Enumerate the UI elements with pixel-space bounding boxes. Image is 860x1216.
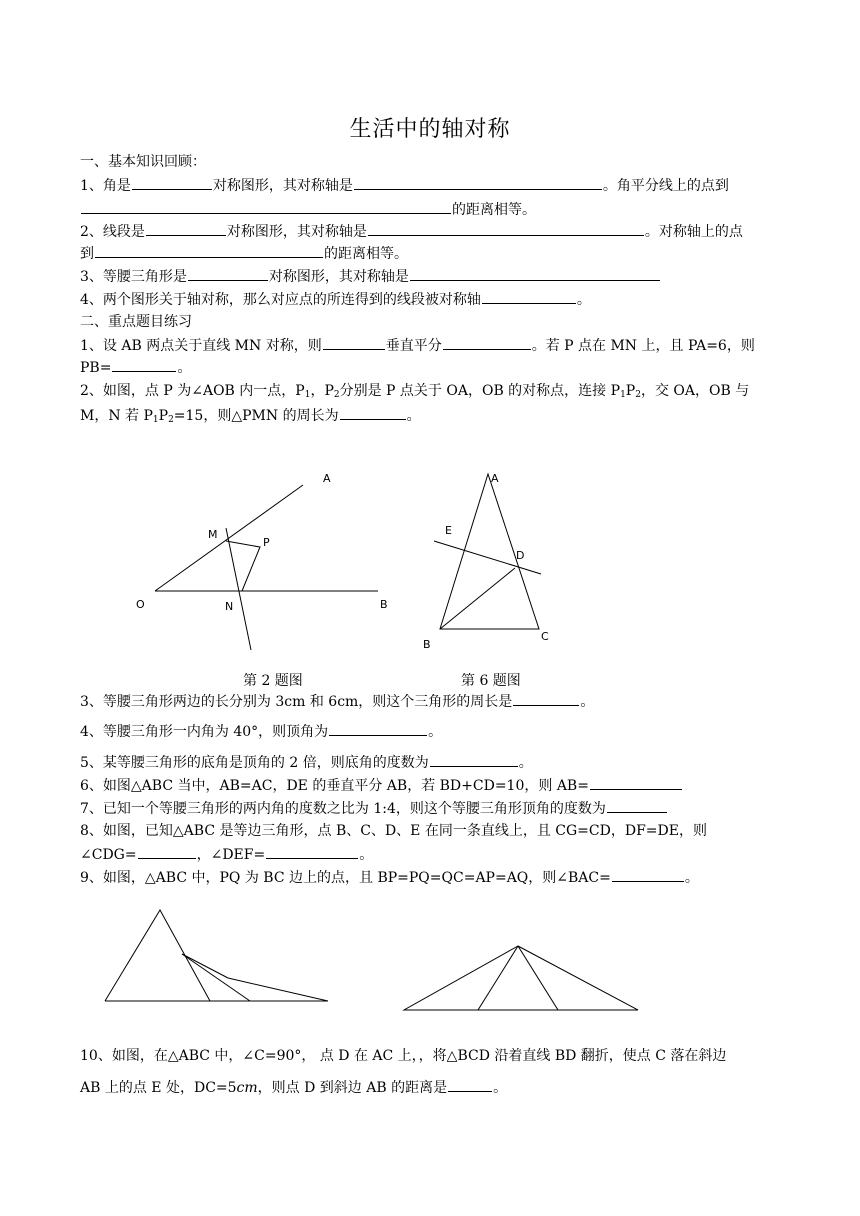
answer-blank[interactable] bbox=[323, 335, 385, 350]
label-a: A bbox=[491, 472, 499, 485]
figure-question-2 bbox=[120, 460, 410, 660]
practice-6: 6、如图△ABC 当中，AB=AC，DE 的垂直平分 AB，若 BD+CD=10，则 AB= bbox=[80, 775, 683, 796]
triangle-abc bbox=[404, 946, 638, 1010]
label-c: C bbox=[541, 630, 549, 643]
answer-blank[interactable] bbox=[81, 199, 451, 214]
segment-gf bbox=[182, 954, 228, 978]
answer-blank[interactable] bbox=[266, 844, 358, 859]
triangle-pmn bbox=[226, 541, 260, 591]
answer-blank[interactable] bbox=[95, 243, 323, 258]
segment-fe bbox=[228, 978, 328, 1001]
segment-gd bbox=[182, 954, 250, 1001]
label-p: P bbox=[263, 536, 270, 549]
question-1-line-2: 的距离相等。 bbox=[80, 199, 536, 220]
practice-9: 9、如图，△ABC 中，PQ 为 BC 边上的点，且 BP=PQ=QC=AP=AQ，则∠BAC= 。 bbox=[80, 867, 699, 888]
answer-blank[interactable] bbox=[138, 844, 196, 859]
answer-blank[interactable] bbox=[410, 266, 660, 281]
answer-blank[interactable] bbox=[607, 798, 667, 813]
answer-blank[interactable] bbox=[430, 752, 518, 767]
segment-ap bbox=[478, 946, 518, 1010]
triangle-abc bbox=[105, 910, 210, 1001]
caption-figure-2: 第 2 题图 bbox=[243, 673, 303, 689]
question-4: 4、两个图形关于轴对称，那么对应点的所连得到的线段被对称轴 。 bbox=[80, 289, 591, 310]
answer-blank[interactable] bbox=[188, 266, 268, 281]
practice-1-line-2: PB= 。 bbox=[80, 357, 191, 378]
section-heading-basics: 一、基本知识回顾： bbox=[80, 154, 206, 170]
label-d: D bbox=[516, 549, 525, 562]
answer-blank[interactable] bbox=[132, 175, 212, 190]
practice-4: 4、等腰三角形一内角为 40°，则顶角为 。 bbox=[80, 721, 442, 742]
practice-10-line-1: 10、如图，在△ABC 中，∠C=90°， 点 D 在 AC 上，，将△BCD 沿着直线 BD 翻折，使点 C 落在斜边 bbox=[80, 1048, 727, 1064]
practice-3: 3、等腰三角形两边的长分别为 3cm 和 6cm，则这个三角形的周长是 。 bbox=[80, 691, 594, 712]
figure-question-9 bbox=[400, 940, 645, 1014]
answer-blank[interactable] bbox=[612, 867, 684, 882]
answer-blank[interactable] bbox=[146, 221, 226, 236]
answer-blank[interactable] bbox=[448, 1077, 492, 1092]
answer-blank[interactable] bbox=[340, 405, 406, 420]
practice-8-line-1: 8、如图，已知△ABC 是等边三角形，点 B、C、D、E 在同一条直线上，且 CG=CD，DF=DE，则 bbox=[80, 823, 707, 839]
practice-8-line-2: ∠CDG= ，∠DEF= 。 bbox=[80, 844, 373, 865]
answer-blank[interactable] bbox=[368, 221, 644, 236]
caption-figure-6: 第 6 题图 bbox=[461, 673, 521, 689]
practice-1-line-1: 1、设 AB 两点关于直线 MN 对称，则 垂直平分 。若 P 点在 MN 上，且 PA=6，则 bbox=[80, 335, 755, 356]
question-2-line-1: 2、线段是 对称图形，其对称轴是 。对称轴上的点 bbox=[80, 221, 743, 242]
practice-2-line-2: M，N 若 $P_1P_2=15$，则△PMN 的周长为 。 bbox=[80, 405, 421, 430]
practice-7: 7、已知一个等腰三角形的两内角的度数之比为 1:4，则这个等腰三角形顶角的度数为 bbox=[80, 798, 668, 819]
figure-question-8 bbox=[100, 905, 335, 1005]
segment-aq bbox=[518, 946, 558, 1010]
label-m: M bbox=[208, 528, 218, 541]
practice-2-line-1: 2、如图，点 P 为∠AOB 内一点，$P_1$，$P_2$分别是 P 点关于 OA，OB 的对称点，连接 $P_1P_2$，交 OA，OB 与 bbox=[80, 383, 750, 400]
ray-oa bbox=[155, 485, 303, 591]
label-n: N bbox=[225, 600, 234, 613]
answer-blank[interactable] bbox=[112, 357, 176, 372]
practice-5: 5、某等腰三角形的底角是顶角的 2 倍，则底角的度数为 。 bbox=[80, 752, 533, 773]
question-1-line-1: 1、角是 对称图形，其对称轴是 。角平分线上的点到 bbox=[80, 175, 729, 196]
page-title: 生活中的轴对称 bbox=[349, 117, 511, 142]
line-mn bbox=[226, 528, 251, 650]
answer-blank[interactable] bbox=[443, 335, 531, 350]
line-de bbox=[434, 541, 541, 574]
answer-blank[interactable] bbox=[354, 175, 602, 190]
label-a: A bbox=[323, 472, 331, 485]
answer-blank[interactable] bbox=[590, 775, 682, 790]
practice-10-line-2: AB 上的点 E 处，DC=5cm，则点 D 到斜边 AB 的距离是 。 bbox=[80, 1077, 507, 1098]
answer-blank[interactable] bbox=[329, 721, 427, 736]
answer-blank[interactable] bbox=[482, 289, 576, 304]
answer-blank[interactable] bbox=[513, 691, 579, 706]
label-o: O bbox=[136, 598, 145, 611]
label-b: B bbox=[380, 598, 388, 611]
question-3: 3、等腰三角形是 对称图形，其对称轴是 bbox=[80, 266, 661, 287]
question-2-line-2: 到 的距离相等。 bbox=[80, 243, 408, 264]
label-e: E bbox=[445, 524, 452, 537]
section-heading-practice: 二、重点题目练习 bbox=[80, 314, 192, 330]
figure-question-6 bbox=[420, 466, 560, 658]
segment-bd bbox=[440, 568, 515, 629]
label-b: B bbox=[423, 638, 431, 651]
